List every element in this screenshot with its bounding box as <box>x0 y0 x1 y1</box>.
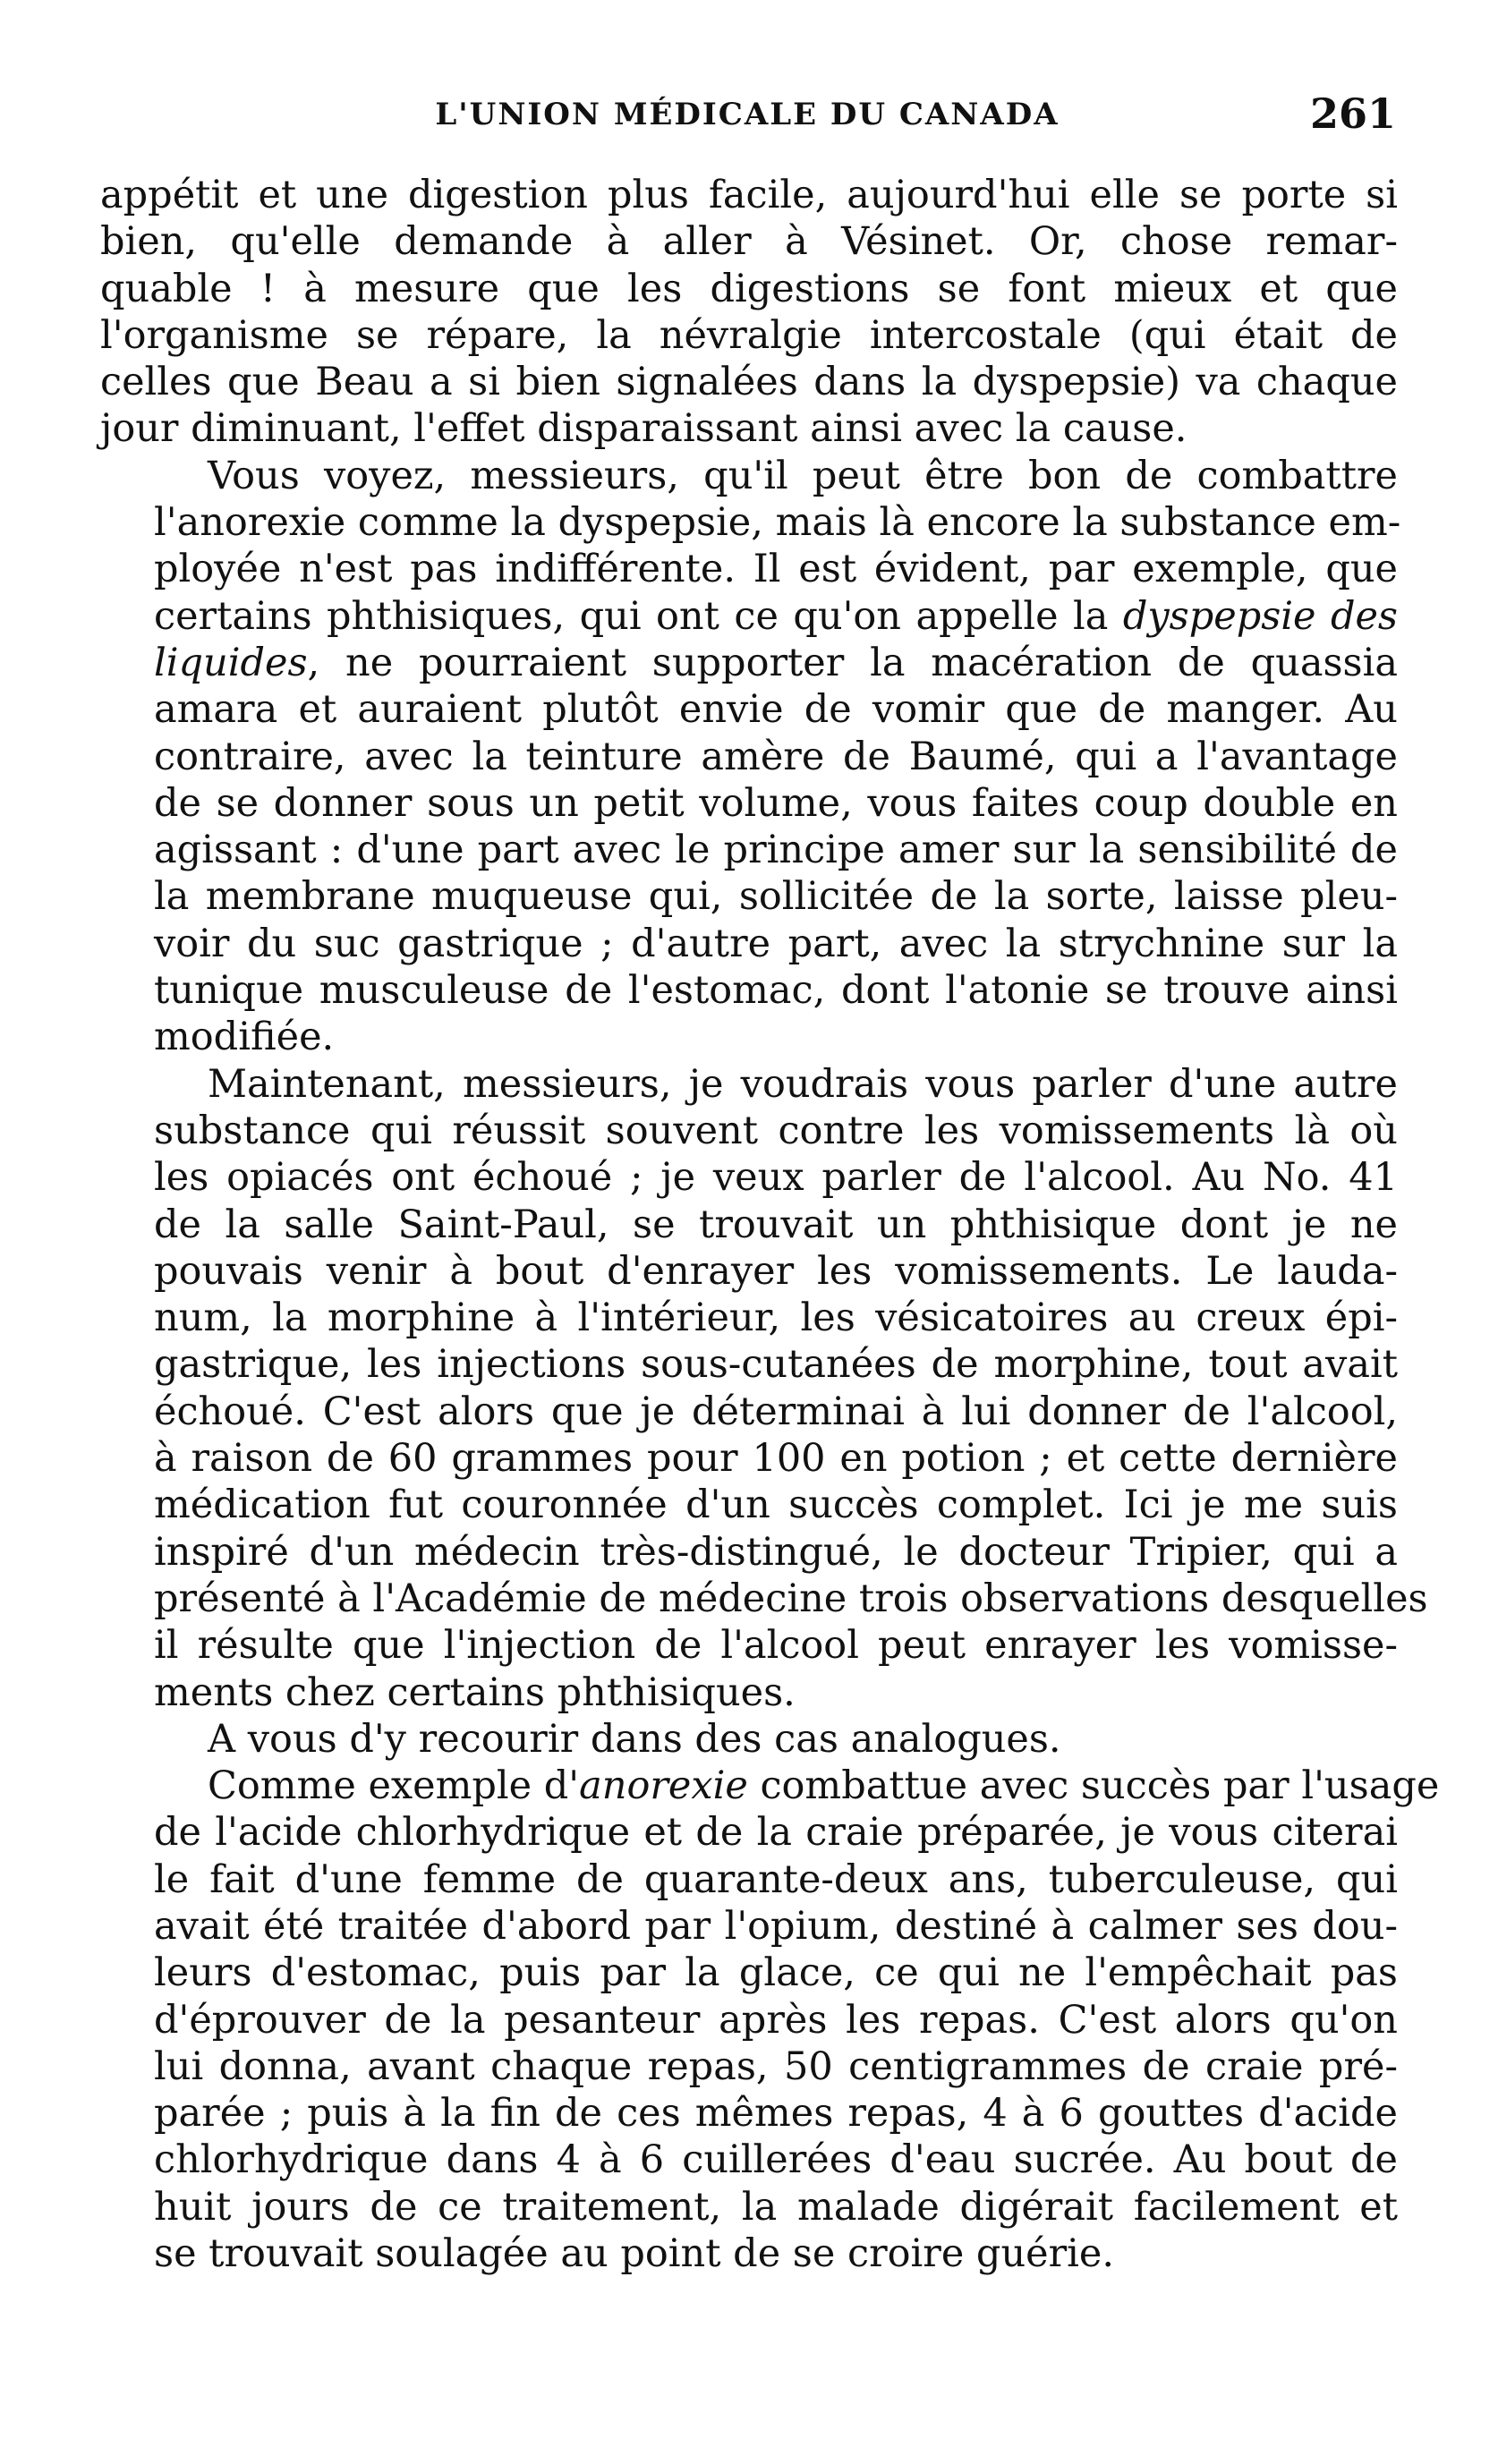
text-line: d'éprouver de la pesanteur après les repas. C'est alors qu'on <box>154 1997 1398 2043</box>
text-line: échoué. C'est alors que je déterminai à lui donner de l'alcool, <box>154 1389 1398 1434</box>
text-line: ments chez certains phthisiques. <box>154 1670 796 1715</box>
text-line: de l'acide chlorhydrique et de la craie préparée, je vous citerai <box>154 1810 1398 1856</box>
text-line: l'anorexie comme la dyspepsie, mais là encore la substance em- <box>154 500 1401 546</box>
paragraph-3 <box>100 1061 1428 1716</box>
text-line-with-italic <box>100 1763 1440 1809</box>
italic-term: dyspepsie des <box>1122 593 1398 639</box>
text-line-with-italic <box>100 593 1398 640</box>
text-line: agissant : d'une part avec le principe amer sur la sensibilité de <box>154 828 1398 873</box>
text-line: A vous d'y recourir dans des cas analogues. <box>208 1716 1061 1762</box>
text-line: médication fut couronnée d'un succès complet. Ici je me suis <box>154 1483 1398 1528</box>
page-number: 261 <box>1309 89 1396 138</box>
text-line: leurs d'estomac, puis par la glace, ce qui ne l'empêchait pas <box>154 1950 1398 1996</box>
text-line: ployée n'est pas indifférente. Il est évident, par exemple, que <box>154 547 1398 592</box>
text-line: huit jours de ce traitement, la malade digérait facilement et <box>154 2184 1398 2230</box>
italic-term: liquides <box>154 640 308 685</box>
paragraph-1 <box>100 172 1398 453</box>
text-line: se trouvait soulagée au point de se croire guérie. <box>154 2231 1115 2277</box>
running-title: L'UNION MÉDICALE DU CANADA <box>435 97 1060 132</box>
text-line: voir du suc gastrique ; d'autre part, avec la strychnine sur la <box>154 921 1398 966</box>
text-line: le fait d'une femme de quarante-deux ans, tuberculeuse, qui <box>154 1856 1398 1902</box>
text-line: substance qui réussit souvent contre les vomissements là où <box>154 1108 1398 1153</box>
text-line: de se donner sous un petit volume, vous faites coup double en <box>154 780 1398 826</box>
paragraph-2 <box>100 453 1401 1061</box>
text-segment: , ne pourraient supporter la macération de quassia <box>307 640 1398 685</box>
text-line: présenté à l'Académie de médecine trois observations desquelles <box>154 1576 1428 1621</box>
text-line: appétit et une digestion plus facile, aujourd'hui elle se porte si <box>100 173 1398 217</box>
paragraph-4 <box>100 1716 1398 1763</box>
text-line: la membrane muqueuse qui, sollicitée de la sorte, laisse pleu- <box>154 874 1398 920</box>
text-line: amara et auraient plutôt envie de vomir que de manger. Au <box>154 687 1398 733</box>
text-line: modifiée. <box>154 1015 335 1060</box>
text-line: de la salle Saint-Paul, se trouvait un phthisique dont je ne <box>154 1202 1398 1247</box>
text-segment: certains phthisiques, qui ont ce qu'on appelle la <box>154 593 1123 639</box>
text-line: chlorhydrique dans 4 à 6 cuillerées d'eau sucrée. Au bout de <box>154 2137 1398 2183</box>
running-header <box>98 89 1396 143</box>
text-line: lui donna, avant chaque repas, 50 centigrammes de craie pré- <box>154 2043 1398 2089</box>
text-line: gastrique, les injections sous-cutanées de morphine, tout avait <box>154 1342 1398 1388</box>
text-line: contraire, avec la teinture amère de Baumé, qui a l'avantage <box>154 734 1398 779</box>
body-text <box>100 172 1440 2277</box>
text-line: quable ! à mesure que les digestions se font mieux et que <box>100 266 1398 311</box>
text-line: parée ; puis à la fin de ces mêmes repas, 4 à 6 gouttes d'acide <box>154 2091 1398 2137</box>
text-line: pouvais venir à bout d'enrayer les vomissements. Le lauda- <box>154 1248 1398 1294</box>
paragraph-5 <box>100 1763 1440 2277</box>
text-line: l'organisme se répare, la névralgie intercostale (qui était de <box>100 312 1398 358</box>
text-line: inspiré d'un médecin très-distingué, le docteur Tripier, qui a <box>154 1529 1398 1575</box>
text-line: Vous voyez, messieurs, qu'il peut être bon de combattre <box>208 453 1398 498</box>
text-line: bien, qu'elle demande à aller à Vésinet. Or, chose remar- <box>100 219 1398 265</box>
text-line: tunique musculeuse de l'estomac, dont l'atonie se trouve ainsi <box>154 968 1398 1014</box>
text-line: num, la morphine à l'intérieur, les vésicatoires au creux épi- <box>154 1296 1398 1341</box>
text-line: avait été traitée d'abord par l'opium, destiné à calmer ses dou- <box>154 1903 1398 1949</box>
text-line: il résulte que l'injection de l'alcool peut enrayer les vomisse- <box>154 1623 1398 1669</box>
text-segment: Comme exemple d' <box>208 1763 580 1809</box>
text-segment: combattue avec succès par l'usage <box>747 1763 1440 1809</box>
text-line: celles que Beau a si bien signalées dans la dyspepsie) va chaque <box>100 360 1398 405</box>
text-line: Maintenant, messieurs, je voudrais vous parler d'une autre <box>208 1061 1398 1107</box>
text-line: jour diminuant, l'effet disparaissant ainsi avec la cause. <box>100 406 1187 452</box>
text-line-with-italic <box>100 640 1398 686</box>
italic-term: anorexie <box>579 1763 748 1809</box>
text-line: à raison de 60 grammes pour 100 en potion ; et cette dernière <box>154 1436 1398 1482</box>
text-line: les opiacés ont échoué ; je veux parler de l'alcool. Au No. 41 <box>154 1155 1398 1201</box>
